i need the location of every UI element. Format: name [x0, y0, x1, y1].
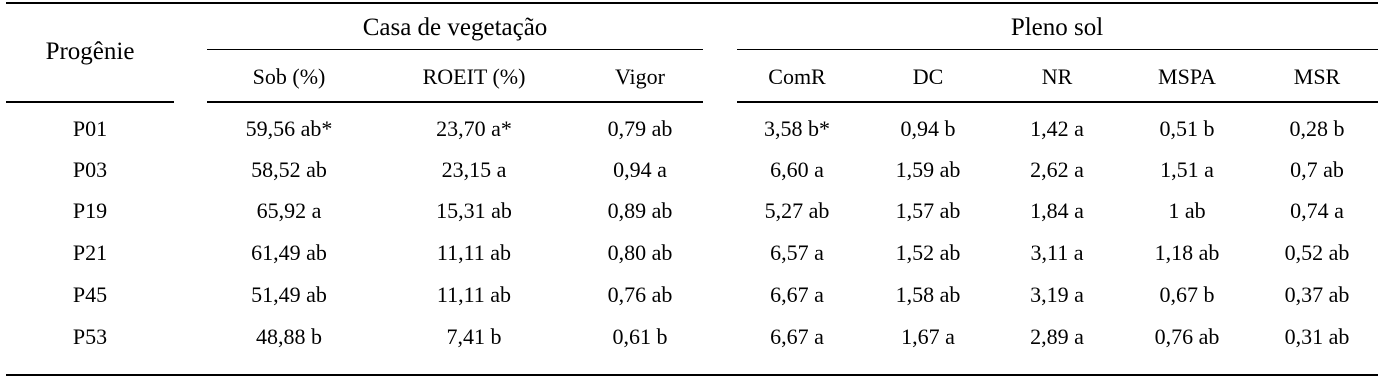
table-cell: 0,76 ab — [607, 282, 673, 307]
table-cell: 51,49 ab — [251, 282, 327, 307]
table-cell: 0,28 b — [1289, 116, 1345, 141]
table-cell: 0,76 ab — [1154, 324, 1220, 349]
table-cell: 23,70 a* — [436, 116, 512, 141]
table-cell: 1,84 a — [1030, 198, 1084, 223]
table-cell: 0,74 a — [1290, 198, 1344, 223]
row-label: P01 — [72, 116, 108, 141]
table-cell: 3,19 a — [1030, 282, 1084, 307]
table-cell: 1,59 ab — [895, 157, 961, 182]
row-label: P21 — [72, 240, 108, 265]
table-cell: 0,7 ab — [1290, 157, 1344, 182]
group-rule-pleno — [737, 49, 1378, 50]
column-header-sob: Sob (%) — [252, 64, 326, 89]
table-cell: 7,41 b — [446, 324, 502, 349]
table-cell: 0,52 ab — [1284, 240, 1350, 265]
table-cell: 0,94 b — [900, 116, 956, 141]
table-cell: 1,58 ab — [895, 282, 961, 307]
table-cell: 1,18 ab — [1154, 240, 1220, 265]
table-cell: 59,56 ab* — [245, 116, 333, 141]
row-label: P19 — [72, 198, 108, 223]
row-label: P53 — [72, 324, 108, 349]
table-cell: 1,57 ab — [895, 198, 961, 223]
table-cell: 0,61 b — [612, 324, 668, 349]
column-header-msr: MSR — [1293, 64, 1341, 89]
table-cell: 6,67 a — [770, 282, 824, 307]
table-cell: 11,11 ab — [436, 240, 512, 265]
header-bottom-rule-casa — [207, 101, 703, 103]
table-cell: 65,92 a — [256, 198, 322, 223]
stub-header: Progênie — [45, 38, 135, 65]
table-cell: 0,80 ab — [607, 240, 673, 265]
table-cell: 6,60 a — [770, 157, 824, 182]
column-header-dc: DC — [912, 64, 944, 89]
table-cell: 0,31 ab — [1284, 324, 1350, 349]
table-cell: 2,89 a — [1030, 324, 1084, 349]
group-rule-casa — [207, 49, 703, 50]
table-cell: 6,67 a — [770, 324, 824, 349]
table-cell: 1 ab — [1168, 198, 1206, 223]
table-cell: 11,11 ab — [436, 282, 512, 307]
table-cell: 61,49 ab — [251, 240, 327, 265]
table-cell: 0,37 ab — [1284, 282, 1350, 307]
column-header-roeit: ROEIT (%) — [422, 64, 526, 89]
table-cell: 15,31 ab — [436, 198, 512, 223]
column-header-comr: ComR — [768, 64, 826, 89]
row-label: P03 — [72, 157, 108, 182]
group-header-casa: Casa de vegetação — [362, 14, 548, 41]
table-cell: 0,79 ab — [607, 116, 673, 141]
table-cell: 5,27 ab — [764, 198, 830, 223]
table-cell: 48,88 b — [256, 324, 322, 349]
table-cell: 3,11 a — [1030, 240, 1084, 265]
column-header-mspa: MSPA — [1158, 64, 1216, 89]
header-bottom-rule-pleno — [737, 101, 1378, 103]
header-bottom-rule-stub — [6, 101, 174, 103]
table-cell: 58,52 ab — [251, 157, 327, 182]
row-label: P45 — [72, 282, 108, 307]
table-cell: 1,42 a — [1030, 116, 1084, 141]
table-cell: 1,51 a — [1160, 157, 1214, 182]
table-cell: 23,15 a — [441, 157, 507, 182]
group-header-pleno: Pleno sol — [1010, 14, 1104, 41]
top-rule — [6, 2, 1378, 4]
table-cell: 0,67 b — [1159, 282, 1215, 307]
column-header-nr: NR — [1041, 64, 1073, 89]
bottom-rule — [6, 374, 1378, 376]
table-cell: 0,51 b — [1159, 116, 1215, 141]
table-cell: 0,94 a — [613, 157, 667, 182]
column-header-vigor: Vigor — [614, 64, 666, 89]
table-cell: 2,62 a — [1030, 157, 1084, 182]
table-cell: 3,58 b* — [764, 116, 830, 141]
table-cell: 1,52 ab — [895, 240, 961, 265]
table-cell: 1,67 a — [901, 324, 955, 349]
table-cell: 6,57 a — [770, 240, 824, 265]
table-cell: 0,89 ab — [607, 198, 673, 223]
